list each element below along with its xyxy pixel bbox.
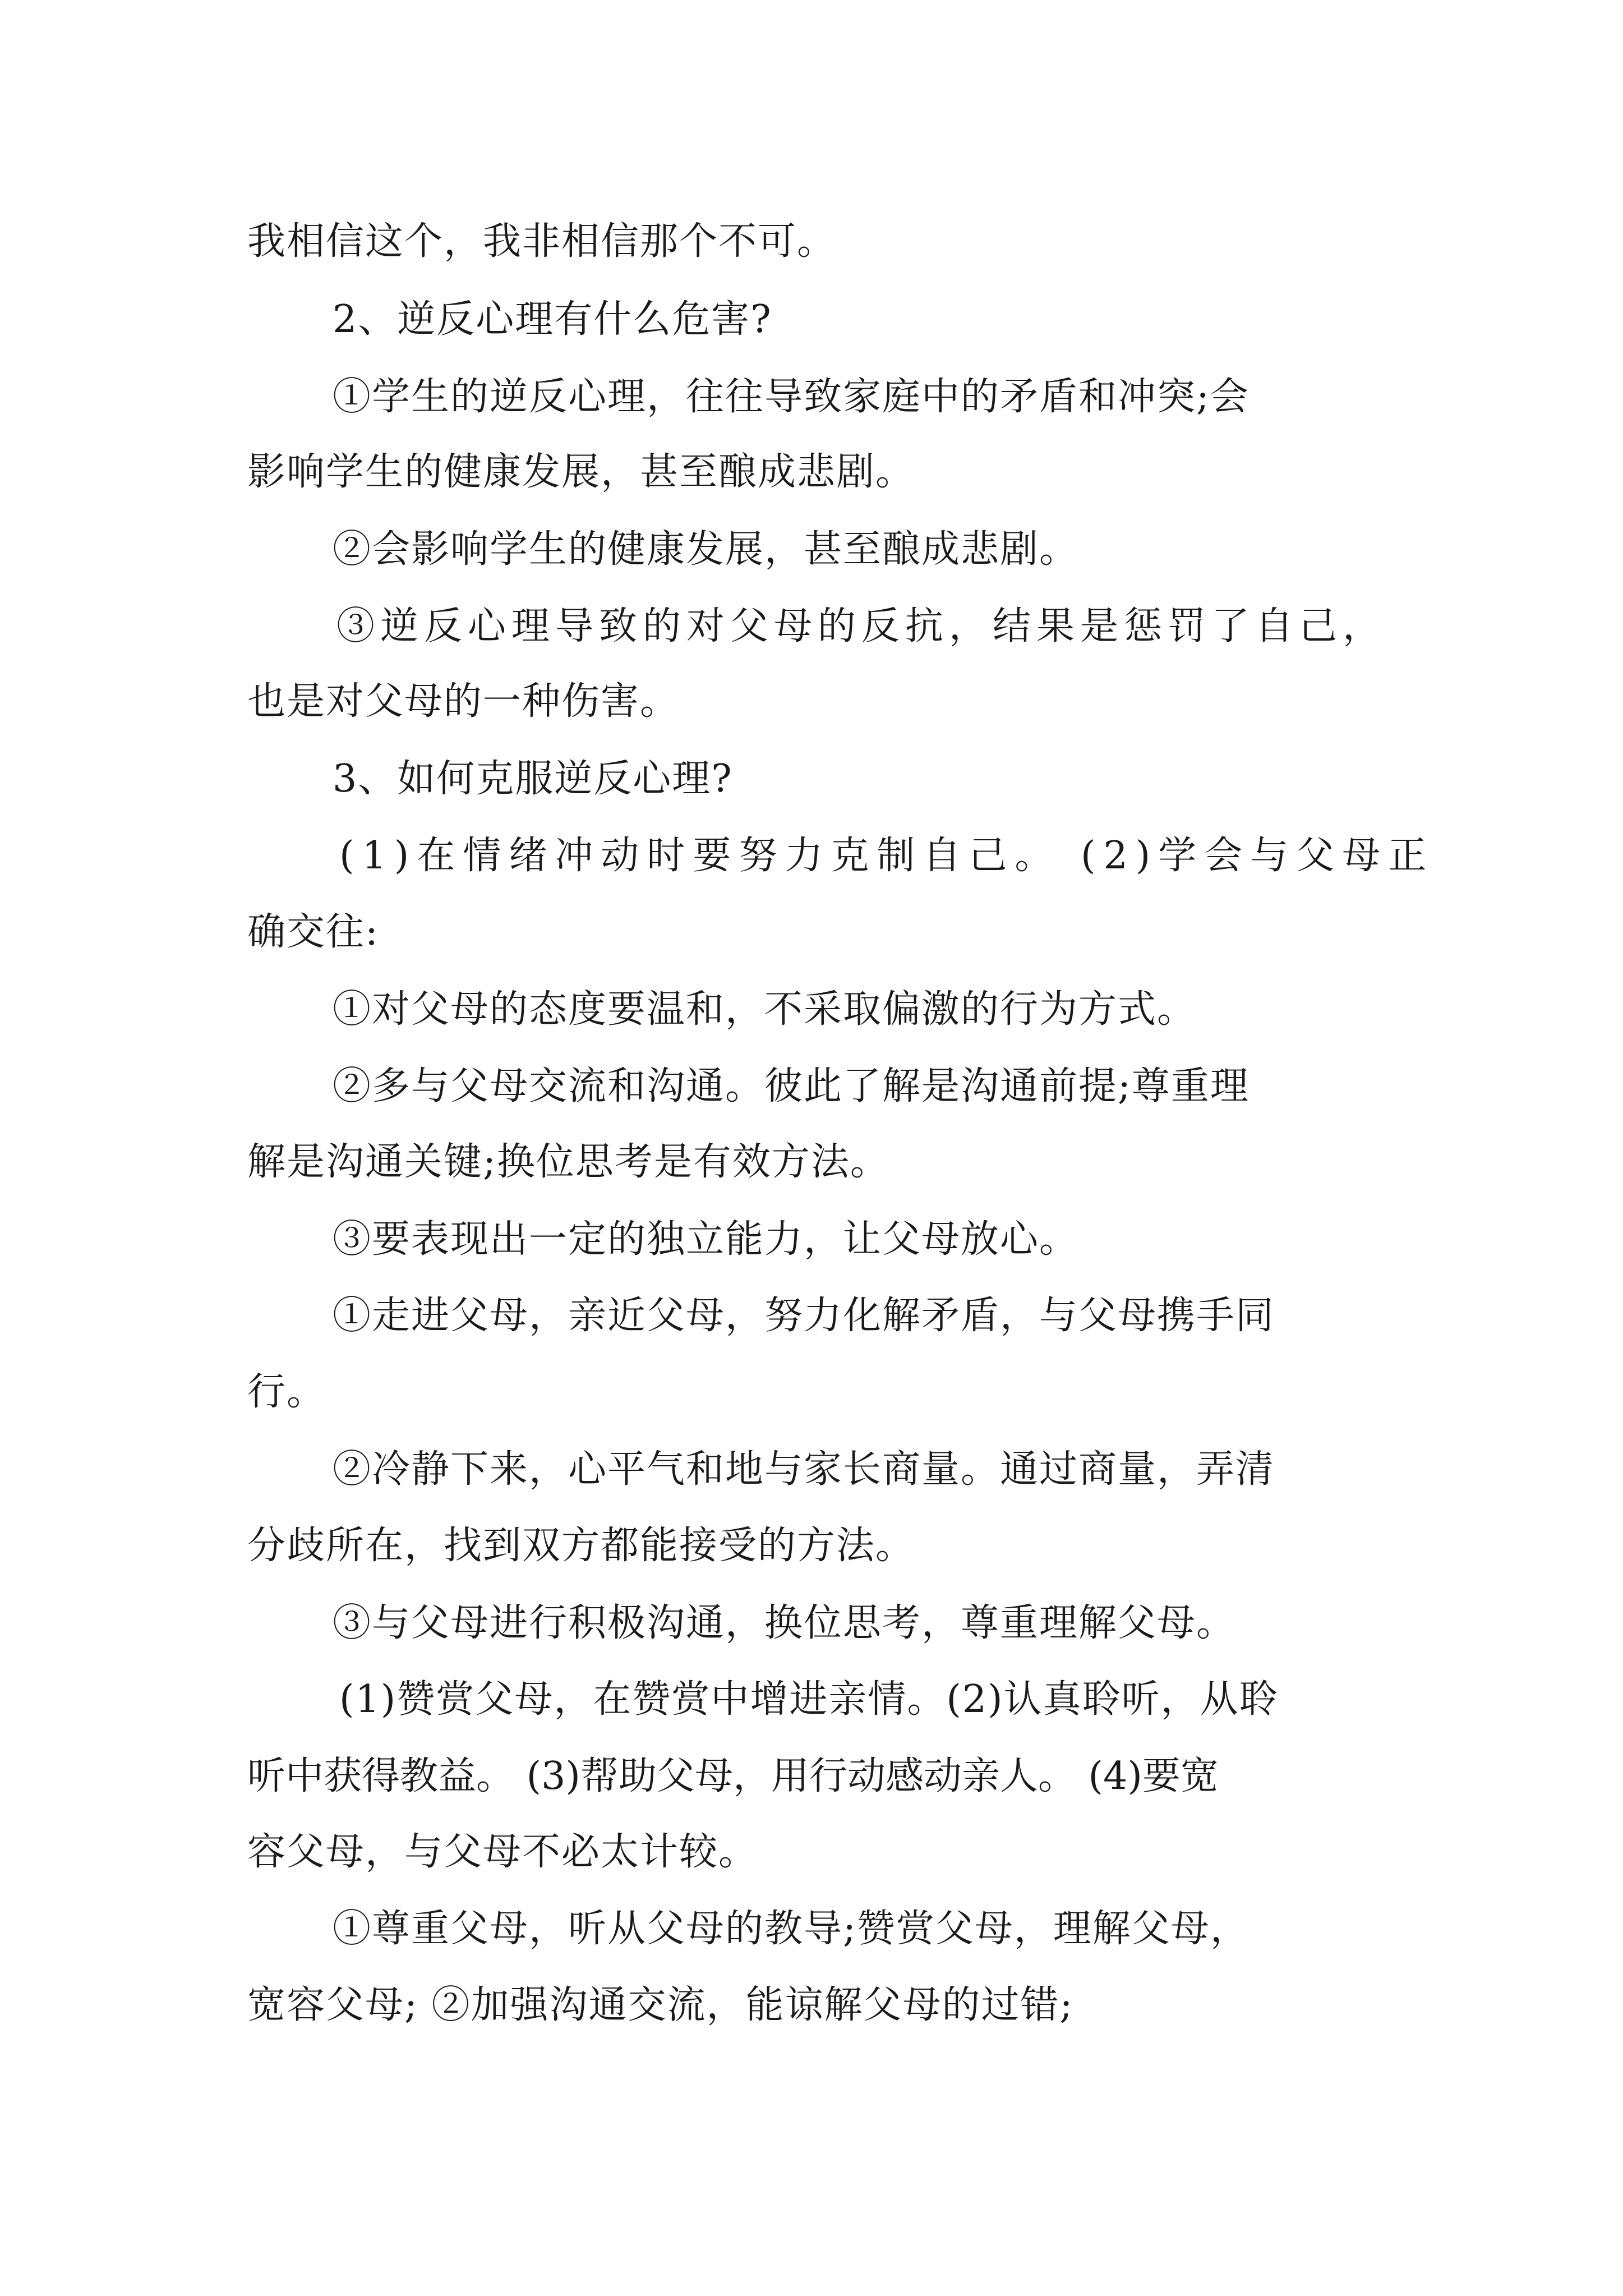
text-line-22: 容父母，与父母不必太计较。 [247, 1830, 758, 1874]
text-line-16: 行。 [247, 1370, 326, 1414]
text-line-21: 听中获得教益。 (3)帮助父母，用行动感动亲人。 (4)要宽 [247, 1754, 1219, 1798]
text-line-17: ②冷静下来，心平气和地与家长商量。通过商量，弄清 [333, 1447, 1275, 1492]
text-line-3: ①学生的逆反心理，往往导致家庭中的矛盾和冲突;会 [333, 375, 1249, 419]
text-line-13: 解是沟通关键;换位思考是有效方法。 [247, 1140, 889, 1184]
text-line-15: ①走进父母，亲近父母，努力化解矛盾，与父母携手同 [333, 1294, 1275, 1338]
text-line-5: ②会影响学生的健康发展，甚至酿成悲剧。 [333, 527, 1079, 572]
text-line-19: ③与父母进行积极沟通，换位思考，尊重理解父母。 [333, 1601, 1236, 1645]
text-line-12: ②多与父母交流和沟通。彼此了解是沟通前提;尊重理 [333, 1064, 1249, 1108]
text-line-23: ①尊重父母，听从父母的教导;赞赏父母，理解父母， [333, 1907, 1249, 1951]
text-line-6: ③逆反心理导致的对父母的反抗，结果是惩罚了自己， [336, 604, 1387, 648]
text-line-8: 3、如何克服逆反心理? [333, 757, 733, 801]
text-line-1: 我相信这个，我非相信那个不可。 [247, 219, 837, 264]
text-line-10: 确交往: [247, 910, 379, 954]
text-line-9: (1)在情绪冲动时要努力克制自己。 (2)学会与父母正 [339, 834, 1435, 878]
text-line-20: (1)赞赏父母，在赞赏中增进亲情。(2)认真聆听，从聆 [339, 1677, 1279, 1722]
text-line-4: 影响学生的健康发展，甚至酿成悲剧。 [247, 450, 915, 494]
text-line-14: ③要表现出一定的独立能力，让父母放心。 [333, 1217, 1079, 1262]
text-line-7: 也是对父母的一种伤害。 [247, 679, 680, 724]
text-line-18: 分歧所在，找到双方都能接受的方法。 [247, 1524, 915, 1568]
text-line-24: 宽容父母; ②加强沟通交流，能谅解父母的过错; [247, 1983, 1074, 2027]
text-line-11: ①对父母的态度要温和，不采取偏激的行为方式。 [333, 987, 1197, 1032]
text-line-2: 2、逆反心理有什么危害? [333, 297, 772, 342]
